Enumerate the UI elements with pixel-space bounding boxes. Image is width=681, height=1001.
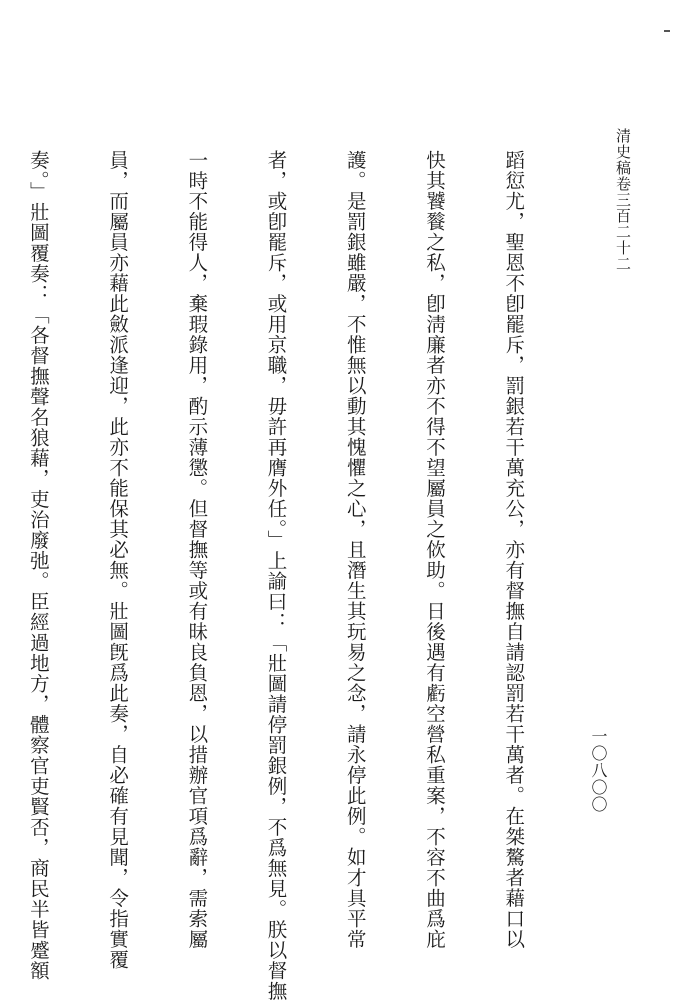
text-column: 一時不能得人，棄瑕錄用，酌示薄懲。但督撫等或有昧良負恩，以措辦官項爲辭，需索屬 xyxy=(185,150,209,950)
running-header-title: 清史稿卷三百二十二 xyxy=(614,128,632,272)
text-column: 者，或卽罷斥，或用京職，毋許再膺外任。」上諭曰：「壯圖請停罰銀例，不爲無見。朕以督撫 xyxy=(264,150,288,1001)
text-column: 護。是罰銀雖嚴，不惟無以動其愧懼之心，且潛生其玩易之念，請永停此例。如才具平常 xyxy=(343,150,367,950)
text-column: 快其饕餮之私，卽淸廉者亦不得不望屬員之佽助。日後遇有虧空營私重案，不容不曲爲庇 xyxy=(422,150,446,950)
vertical-body-text xyxy=(26,150,579,1001)
text-column: 員，而屬員亦藉此斂派逢迎，此亦不能保其必無。壯圖旣爲此奏，自必確有見聞，令指實覆 xyxy=(106,150,130,970)
page-number: 一〇八〇〇 xyxy=(589,728,608,813)
margin-tick-mark xyxy=(664,30,670,32)
text-column: 奏。」壯圖覆奏：「各督撫聲名狼藉，吏治廢弛。臣經過地方，體察官吏賢否，商民半皆蹙額 xyxy=(26,150,50,981)
text-column: 蹈愆尤，聖恩不卽罷斥，罰銀若干萬充公，亦有督撫自請認罰若干萬者。在桀驁者藉口以 xyxy=(502,150,526,950)
